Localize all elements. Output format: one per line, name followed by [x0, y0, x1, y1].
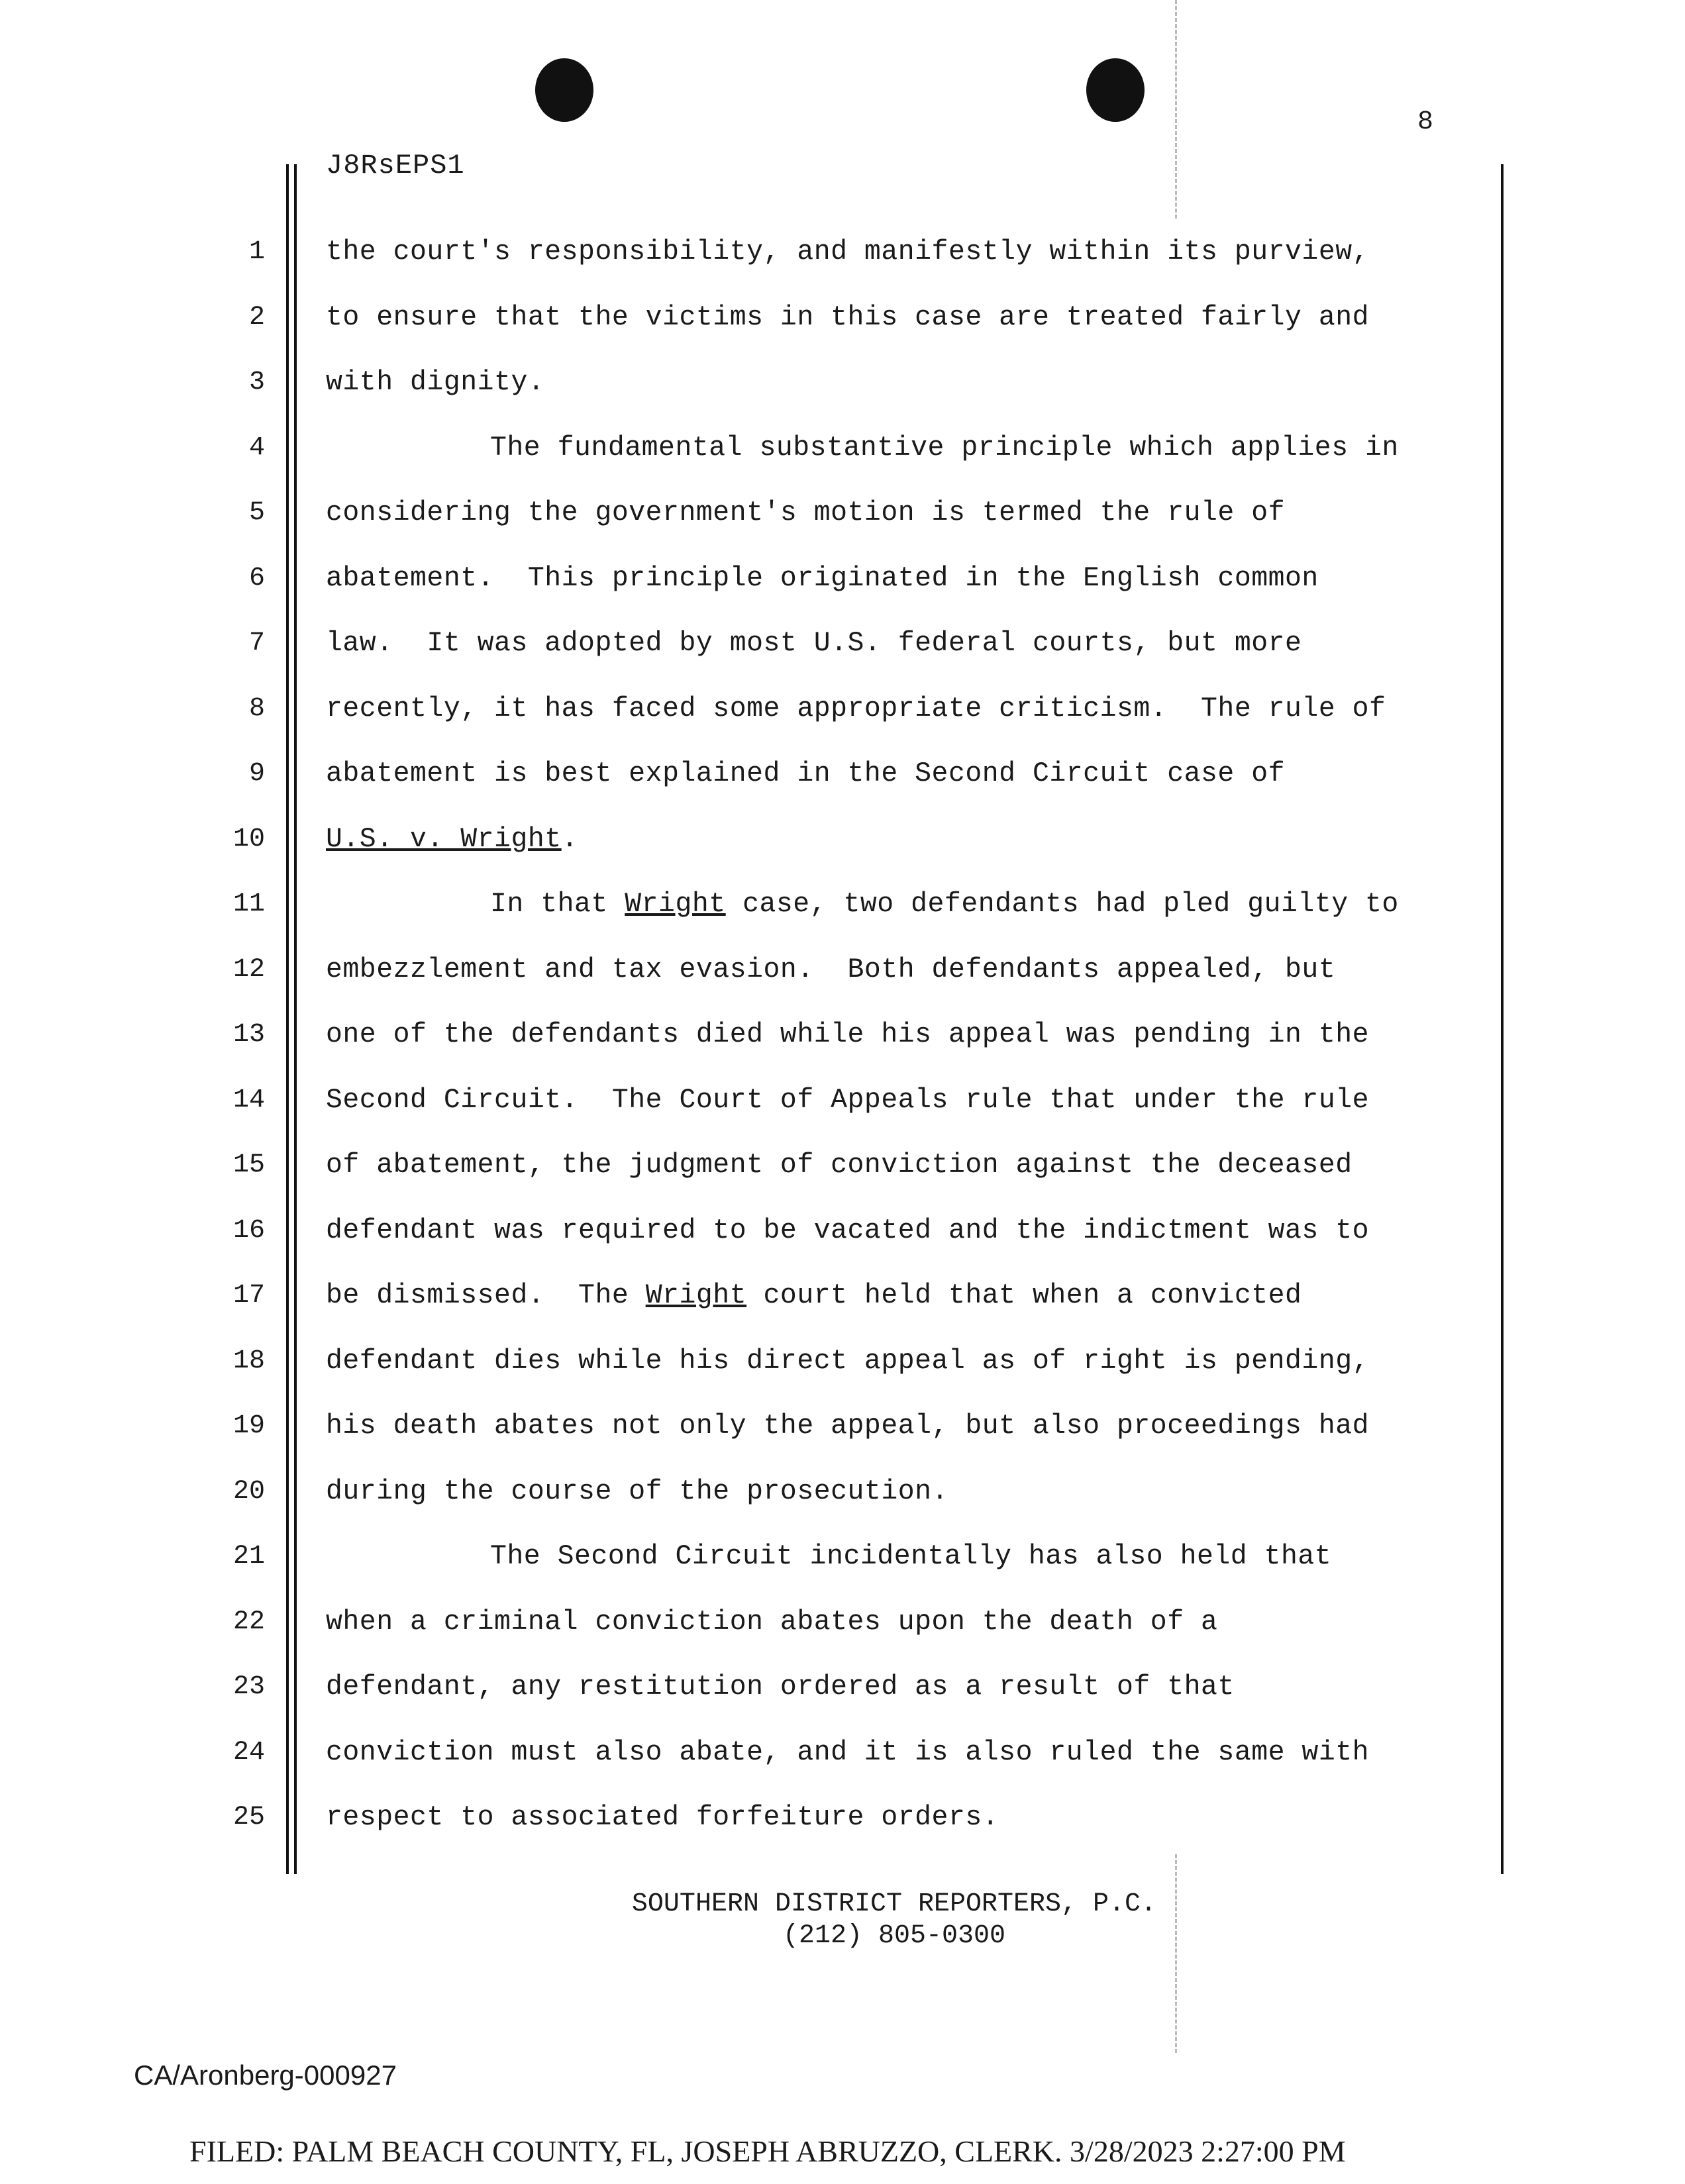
right-margin-rule [1501, 164, 1504, 1874]
transcript-line: The Second Circuit incidentally has also held that [490, 1541, 1332, 1572]
line-number: 22 [232, 1607, 265, 1637]
line-number: 24 [232, 1737, 265, 1767]
transcript-body [326, 236, 1478, 1867]
left-margin-rule-outer [286, 164, 289, 1874]
transcript-line: of abatement, the judgment of conviction against the deceased [326, 1150, 1353, 1181]
transcript-line [326, 823, 1478, 889]
line-number: 17 [232, 1281, 265, 1311]
line-number: 2 [248, 302, 265, 332]
transcript-line: abatement. This principle originated in the English common [326, 562, 1319, 594]
line-number: 6 [248, 563, 265, 593]
transcript-line: recently, it has faced some appropriate criticism. The rule of [326, 693, 1386, 724]
transcript-line: abatement is best explained in the Second Circuit case of [326, 758, 1286, 789]
line-number: 15 [232, 1150, 265, 1180]
line-text: court held that when a convicted [746, 1280, 1302, 1311]
line-number: 13 [232, 1020, 265, 1050]
reporter-phone: (212) 805-0300 [782, 1921, 1006, 1951]
line-text: case, two defendants had pled guilty to [725, 889, 1399, 920]
transcript-line: to ensure that the victims in this case are treated fairly and [326, 301, 1370, 333]
transcript-line: considering the government's motion is termed the rule of [326, 497, 1286, 528]
line-number: 5 [248, 498, 265, 528]
transcript-line: during the course of the prosecution. [326, 1475, 948, 1507]
line-text: In that [490, 889, 625, 920]
line-number: 7 [248, 628, 265, 658]
transcript-line: with dignity. [326, 367, 545, 398]
punch-hole-right [1086, 58, 1145, 122]
case-citation: Wright [645, 1280, 747, 1311]
transcript-line: defendant dies while his direct appeal as of right is pending, [326, 1345, 1370, 1377]
line-number: 25 [232, 1803, 265, 1832]
transcript-line: The fundamental substantive principle which applies in [490, 432, 1399, 464]
transcript-line: Second Circuit. The Court of Appeals rule that under the rule [326, 1084, 1370, 1116]
punch-hole-left [535, 58, 593, 122]
line-number: 8 [248, 693, 265, 724]
transcript-line: respect to associated forfeiture orders. [326, 1802, 999, 1833]
filing-stamp: FILED: PALM BEACH COUNTY, FL, JOSEPH ABRUZZO, CLERK. 3/28/2023 2:27:00 PM [189, 2134, 1346, 2168]
line-number: 14 [232, 1085, 265, 1115]
line-number: 16 [232, 1215, 265, 1246]
transcript-line: defendant, any restitution ordered as a result of that [326, 1671, 1235, 1703]
line-number: 11 [232, 889, 265, 919]
transcript-line: conviction must also abate, and it is also ruled the same with [326, 1736, 1370, 1768]
transcript-line: defendant was required to be vacated and the indictment was to [326, 1215, 1370, 1246]
case-citation: U.S. v. Wright [326, 823, 562, 855]
page-number: 8 [1417, 107, 1434, 137]
transcript-header-id: J8RsEPS1 [326, 150, 465, 181]
line-number: 20 [232, 1476, 265, 1507]
line-number: 19 [232, 1411, 265, 1441]
transcript-line [326, 1279, 1478, 1345]
transcript-line: law. It was adopted by most U.S. federal courts, but more [326, 628, 1302, 659]
left-margin-rule-inner [294, 164, 297, 1874]
transcript-line [326, 888, 1478, 954]
scan-artifact-line-lower [1175, 1854, 1177, 2053]
line-text: . [561, 823, 579, 855]
reporter-name: SOUTHERN DISTRICT REPORTERS, P.C. [631, 1889, 1157, 1919]
line-number: 10 [232, 824, 265, 854]
transcript-line: when a criminal conviction abates upon the death of a [326, 1606, 1218, 1638]
line-number: 1 [248, 237, 265, 267]
transcript-line: the court's responsibility, and manifestly within its purview, [326, 236, 1370, 268]
case-citation: Wright [625, 889, 726, 920]
line-number: 18 [232, 1346, 265, 1376]
transcript-line: embezzlement and tax evasion. Both defendants appealed, but [326, 954, 1336, 985]
scan-artifact-line [1175, 0, 1177, 219]
line-number: 21 [232, 1542, 265, 1571]
line-text: be dismissed. The [326, 1280, 646, 1311]
court-reporter-footer [596, 1889, 1192, 1952]
line-number-column [205, 236, 265, 1867]
transcript-line: his death abates not only the appeal, but also proceedings had [326, 1411, 1370, 1442]
line-number: 23 [232, 1672, 265, 1702]
line-number: 9 [248, 759, 265, 789]
line-number: 4 [248, 432, 265, 463]
transcript-line: one of the defendants died while his appeal was pending in the [326, 1019, 1370, 1050]
bates-number: CA/Aronberg-000927 [134, 2060, 397, 2091]
line-number: 12 [232, 954, 265, 985]
line-number: 3 [248, 368, 265, 397]
